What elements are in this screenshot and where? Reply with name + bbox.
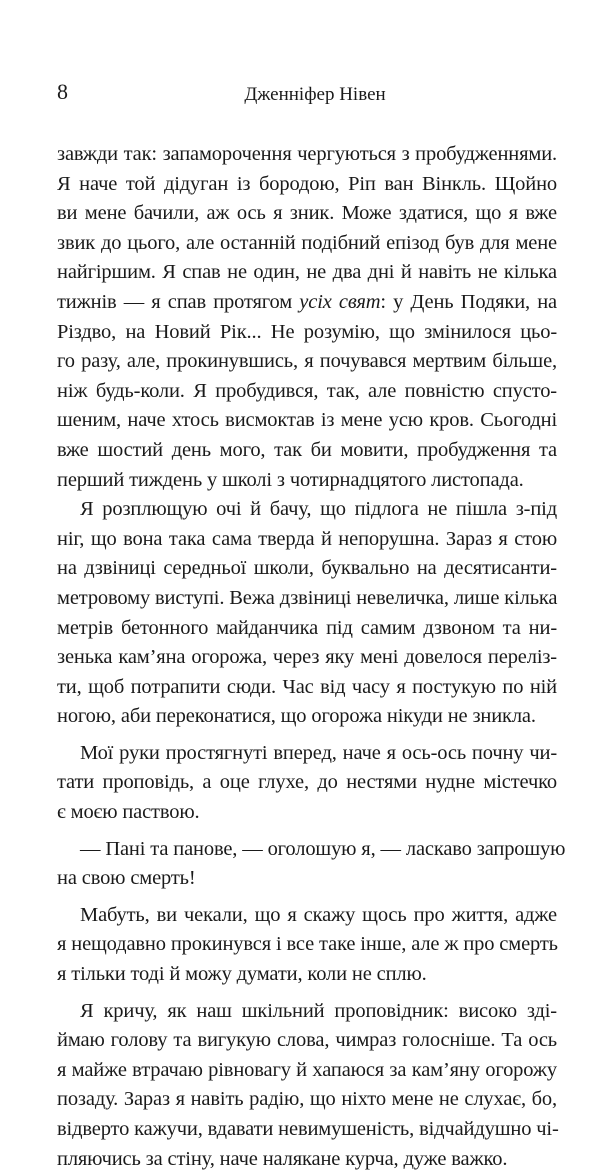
- text-line: го разу, але, прокинувшись, я почувався мертвим більше,: [57, 350, 557, 373]
- text-line: ти, щоб потрапити сюди. Час від часу я постукую по ній: [57, 675, 557, 698]
- text-line: є моєю паствою.: [57, 801, 200, 824]
- text-line: Різдво, на Новий Рік... Не розумію, що змінилося цьо-: [57, 320, 557, 343]
- text-line: Я наче той дідуган із бородою, Ріп ван Вінкль. Щойно: [57, 172, 557, 195]
- text-line: відверто кажучи, вдавати невимушеність, відчайдушно чі-: [57, 1118, 559, 1140]
- text-line: ви мене бачили, аж ось я зник. Може здатися, що я вже: [57, 202, 557, 225]
- italic-emphasis: усіх свят: [299, 290, 381, 313]
- text-line: я нещодавно прокинувся і все таке інше, але ж про смерть: [57, 933, 558, 956]
- text-line: найгіршим. Я спав не один, не два дні й навіть не кілька: [57, 261, 557, 284]
- text-line: метрів бетонного майданчика під самим дзвоном та ни-: [57, 616, 557, 639]
- body-text: [57, 140, 566, 1174]
- running-head-author: Дженніфер Нівен: [244, 84, 386, 105]
- text-line: ніж будь-коли. Я пробудився, так, але повністю спусто-: [57, 379, 557, 402]
- text-line: звик до цього, але останній подібний епізод був для мене: [57, 231, 557, 254]
- text-line: Мої руки простягнуті вперед, наче я ось-ось почну чи-: [80, 741, 557, 764]
- text-line: тати проповідь, а оце глухе, до нестями нудне містечко: [57, 771, 557, 794]
- text-line: [57, 288, 557, 318]
- text-line: позаду. Зараз я навіть радію, що ніхто мене не слухає, бо,: [57, 1088, 557, 1111]
- text-segment: тижнів — я спав протягом: [57, 290, 300, 313]
- text-line: на дзвіниці середньої школи, буквально на десятисанти-: [57, 557, 557, 580]
- text-line: вже шостий день мого, так би мовити, пробудження та: [57, 438, 557, 461]
- text-line: ймаю голову та вигукую слова, чимраз голосніше. Та ось: [57, 1029, 557, 1052]
- text-line: на свою смерть!: [57, 867, 196, 890]
- text-line: Мабуть, ви чекали, що я скажу щось про життя, адже: [80, 903, 557, 926]
- text-line: я майже втрачаю рівновагу й хапаюся за кам’яну огорожу: [57, 1058, 557, 1081]
- page-number: 8: [57, 79, 68, 104]
- text-line: ногою, аби переконатися, що огорожа нікуди не зникла.: [57, 705, 536, 728]
- text-line: завжди так: запаморочення чергуються з пробудженнями.: [57, 143, 557, 165]
- text-line: шеним, наче хтось висмоктав із мене усю кров. Сьогодні: [57, 409, 557, 432]
- text-line: я тільки тоді й можу думати, коли не сплю.: [57, 963, 427, 986]
- text-line: зенька кам’яна огорожа, через яку мені довелося перелiз-: [57, 646, 557, 669]
- text-line: пляючись за стіну, наче налякане курча, дуже важко.: [57, 1147, 508, 1170]
- text-segment: : у День Подяки, на: [380, 290, 557, 313]
- text-line: Я кричу, як наш шкільний проповідник: високо зді-: [80, 999, 557, 1022]
- text-line: ніг, що вона така сама тверда й непорушна. Зараз я стою: [57, 527, 557, 550]
- text-line: метровому виступі. Вежа дзвіниці невеличка, лише кілька: [57, 586, 558, 609]
- text-line: перший тиждень у школі з чотирнадцятого листопада.: [57, 468, 524, 491]
- text-line: — Пані та панове, — оголошую я, — ласкаво запрошую: [80, 837, 566, 860]
- text-line: Я розплющую очі й бачу, що підлога не пішла з-під: [80, 498, 557, 521]
